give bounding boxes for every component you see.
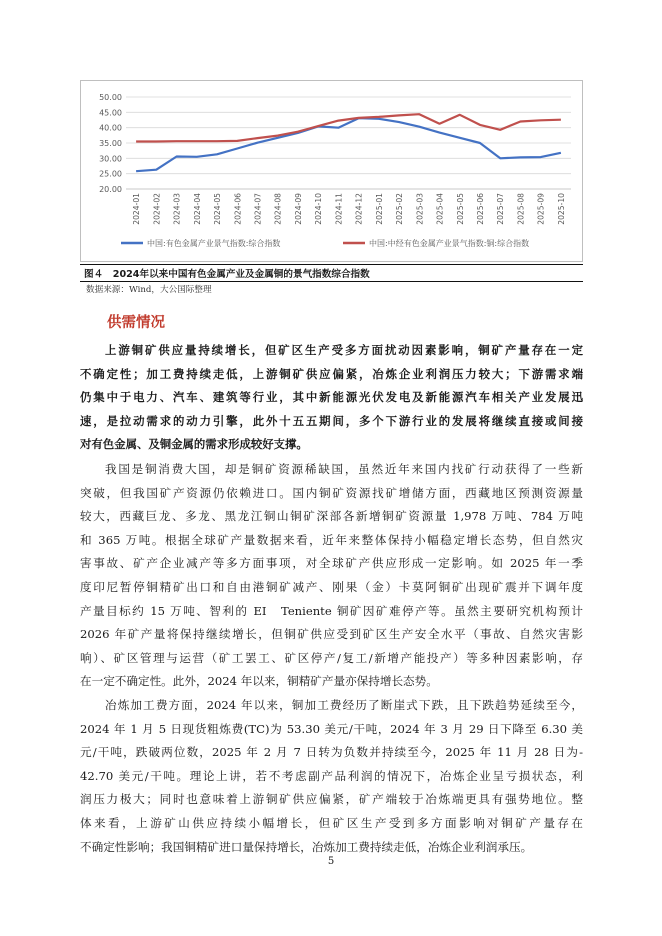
- x-tick-label: 2025-03: [415, 193, 425, 225]
- paragraph-line: 在一定不确定性。此外，2024 年以来，铜精矿产量亦保持增长态势。: [80, 674, 438, 689]
- x-tick-label: 2024-04: [192, 193, 202, 225]
- summary-line: 对有色金属、及铜金属的需求形成较好支撑。: [80, 437, 308, 452]
- business-climate-line-chart: [81, 81, 584, 263]
- y-tick-label: 25.00: [99, 169, 122, 179]
- x-tick-label: 2024-09: [293, 193, 303, 225]
- x-tick-label: 2024-01: [132, 193, 142, 225]
- y-tick-label: 45.00: [99, 108, 122, 118]
- section-heading: 供需情况: [107, 315, 165, 331]
- x-tick-label: 2025-06: [475, 193, 485, 225]
- x-tick-label: 2024-11: [334, 193, 344, 225]
- paragraph-line: 润压力极大；同时也意味着上游铜矿供应偏紧，矿产端较于冶炼端更具有强势地位。整: [80, 792, 583, 807]
- x-tick-label: 2024-02: [152, 193, 162, 225]
- body-paragraph-smelting: [80, 694, 583, 859]
- x-tick-label: 2025-07: [496, 193, 506, 225]
- legend-label: 中国:有色金属产业景气指数:综合指数: [147, 239, 281, 248]
- paragraph-line: 度印尼暂停铜精矿出口和自由港铜矿减产、刚果（金）卡莫阿铜矿出现矿震并下调年度: [80, 579, 583, 594]
- x-tick-label: 2024-06: [233, 193, 243, 225]
- summary-paragraph: [80, 339, 583, 457]
- x-tick-label: 2024-05: [213, 193, 223, 225]
- x-tick-label: 2025-08: [516, 193, 526, 225]
- summary-line: 仍集中于电力、汽车、建筑等行业，其中新能源光伏发电及新能源汽车相关产业发展迅: [80, 390, 583, 405]
- figure-source: 数据来源：Wind，大公国际整理: [86, 285, 212, 295]
- x-tick-label: 2025-01: [374, 193, 384, 225]
- paragraph-line: 突破，但我国矿产资源仍依赖进口。国内铜矿资源找矿增储方面，西藏地区预测资源量: [80, 485, 583, 500]
- series-line-1: [136, 118, 561, 171]
- paragraph-line: 害事故、矿产企业减产等多方面事项，对全球矿产供应形成一定影响。如 2025 年一季: [80, 556, 583, 571]
- x-tick-label: 2025-02: [395, 193, 405, 225]
- x-tick-label: 2025-10: [556, 193, 566, 225]
- summary-line: 上游铜矿供应量持续增长，但矿区生产受多方面扰动因素影响，铜矿产量存在一定: [105, 343, 583, 357]
- paragraph-line: 冶炼加工费方面，2024 年以来，铜加工费经历了断崖式下跌，且下跌趋势延续至今，: [105, 698, 583, 712]
- y-tick-label: 30.00: [99, 154, 122, 164]
- x-tick-label: 2025-04: [435, 193, 445, 225]
- paragraph-line: 2026 年矿产量将保持继续增长，但铜矿供应受到矿区生产安全水平（事故、自然灾害影: [80, 627, 583, 642]
- paragraph-line: 较大，西藏巨龙、多龙、黑龙江铜山铜矿深部各新增铜矿资源量 1,978 万吨、784 万吨: [80, 509, 583, 524]
- figure-caption-rule-top: [80, 264, 583, 265]
- summary-line: 不确定性；加工费持续走低，上游铜矿供应偏紧，冶炼企业利润压力较大；下游需求端: [80, 366, 583, 381]
- y-tick-label: 35.00: [99, 139, 122, 148]
- x-tick-label: 2025-09: [536, 193, 546, 225]
- y-tick-label: 20.00: [99, 185, 122, 194]
- paragraph-line: 和 365 万吨。根据全球矿产量数据来看，近年来整体保持小幅稳定增长态势，但自然灾: [80, 532, 583, 547]
- paragraph-line: 2024 年 1 月 5 日现货粗炼费(TC)为 53.30 美元/干吨，2024 年 3 月 29 日下降至 6.30 美: [80, 721, 583, 736]
- x-tick-label: 2025-05: [455, 193, 465, 225]
- x-tick-label: 2024-08: [273, 193, 283, 225]
- paragraph-line: 产量目标约 15 万吨、智利的 EI Teniente 铜矿因矿难停产等。虽然主要研究机构预计: [80, 603, 583, 618]
- x-tick-label: 2024-12: [354, 193, 364, 225]
- y-tick-label: 40.00: [99, 123, 122, 133]
- body-paragraph-mining: [80, 458, 583, 694]
- y-tick-label: 50.00: [99, 93, 122, 102]
- x-tick-label: 2024-07: [253, 193, 263, 225]
- chart-frame: [80, 80, 583, 262]
- paragraph-line: 我国是铜消费大国，却是铜矿资源稀缺国，虽然近年来国内找矿行动获得了一些新: [105, 462, 583, 476]
- paragraph-line: 响）、矿区管理与运营（矿工罢工、矿区停产/复工/新增产能投产）等多种因素影响，存: [80, 650, 583, 665]
- legend-label: 中国:中经有色金属产业景气指数:铜:综合指数: [369, 239, 530, 248]
- paragraph-line: 42.70 美元/干吨。理论上讲，若不考虑副产品利润的情况下，冶炼企业呈亏损状态，利: [80, 768, 583, 783]
- figure-caption: 图４ 2024年以来中国有色金属产业及金属铜的景气指数综合指数: [84, 269, 370, 280]
- x-tick-label: 2024-03: [172, 193, 182, 225]
- summary-line: 速，是拉动需求的动力引擎，此外十五五期间，多个下游行业的发展将继续直接或间接: [80, 413, 583, 428]
- paragraph-line: 元/干吨，跌破两位数，2025 年 2 月 7 日转为负数并持续至今，2025 年 11 月 28 日为-: [80, 745, 583, 760]
- figure-caption-rule-bottom: [80, 281, 583, 282]
- paragraph-line: 不确定性影响；我国铜精矿进口量保持增长，冶炼加工费持续走低，冶炼企业利润承压。: [80, 839, 533, 854]
- paragraph-line: 体来看，上游矿山供应持续小幅增长，但矿区生产受到多方面影响对铜矿产量存在: [80, 815, 583, 830]
- page-number: 5: [327, 856, 335, 867]
- x-tick-label: 2024-10: [314, 193, 324, 225]
